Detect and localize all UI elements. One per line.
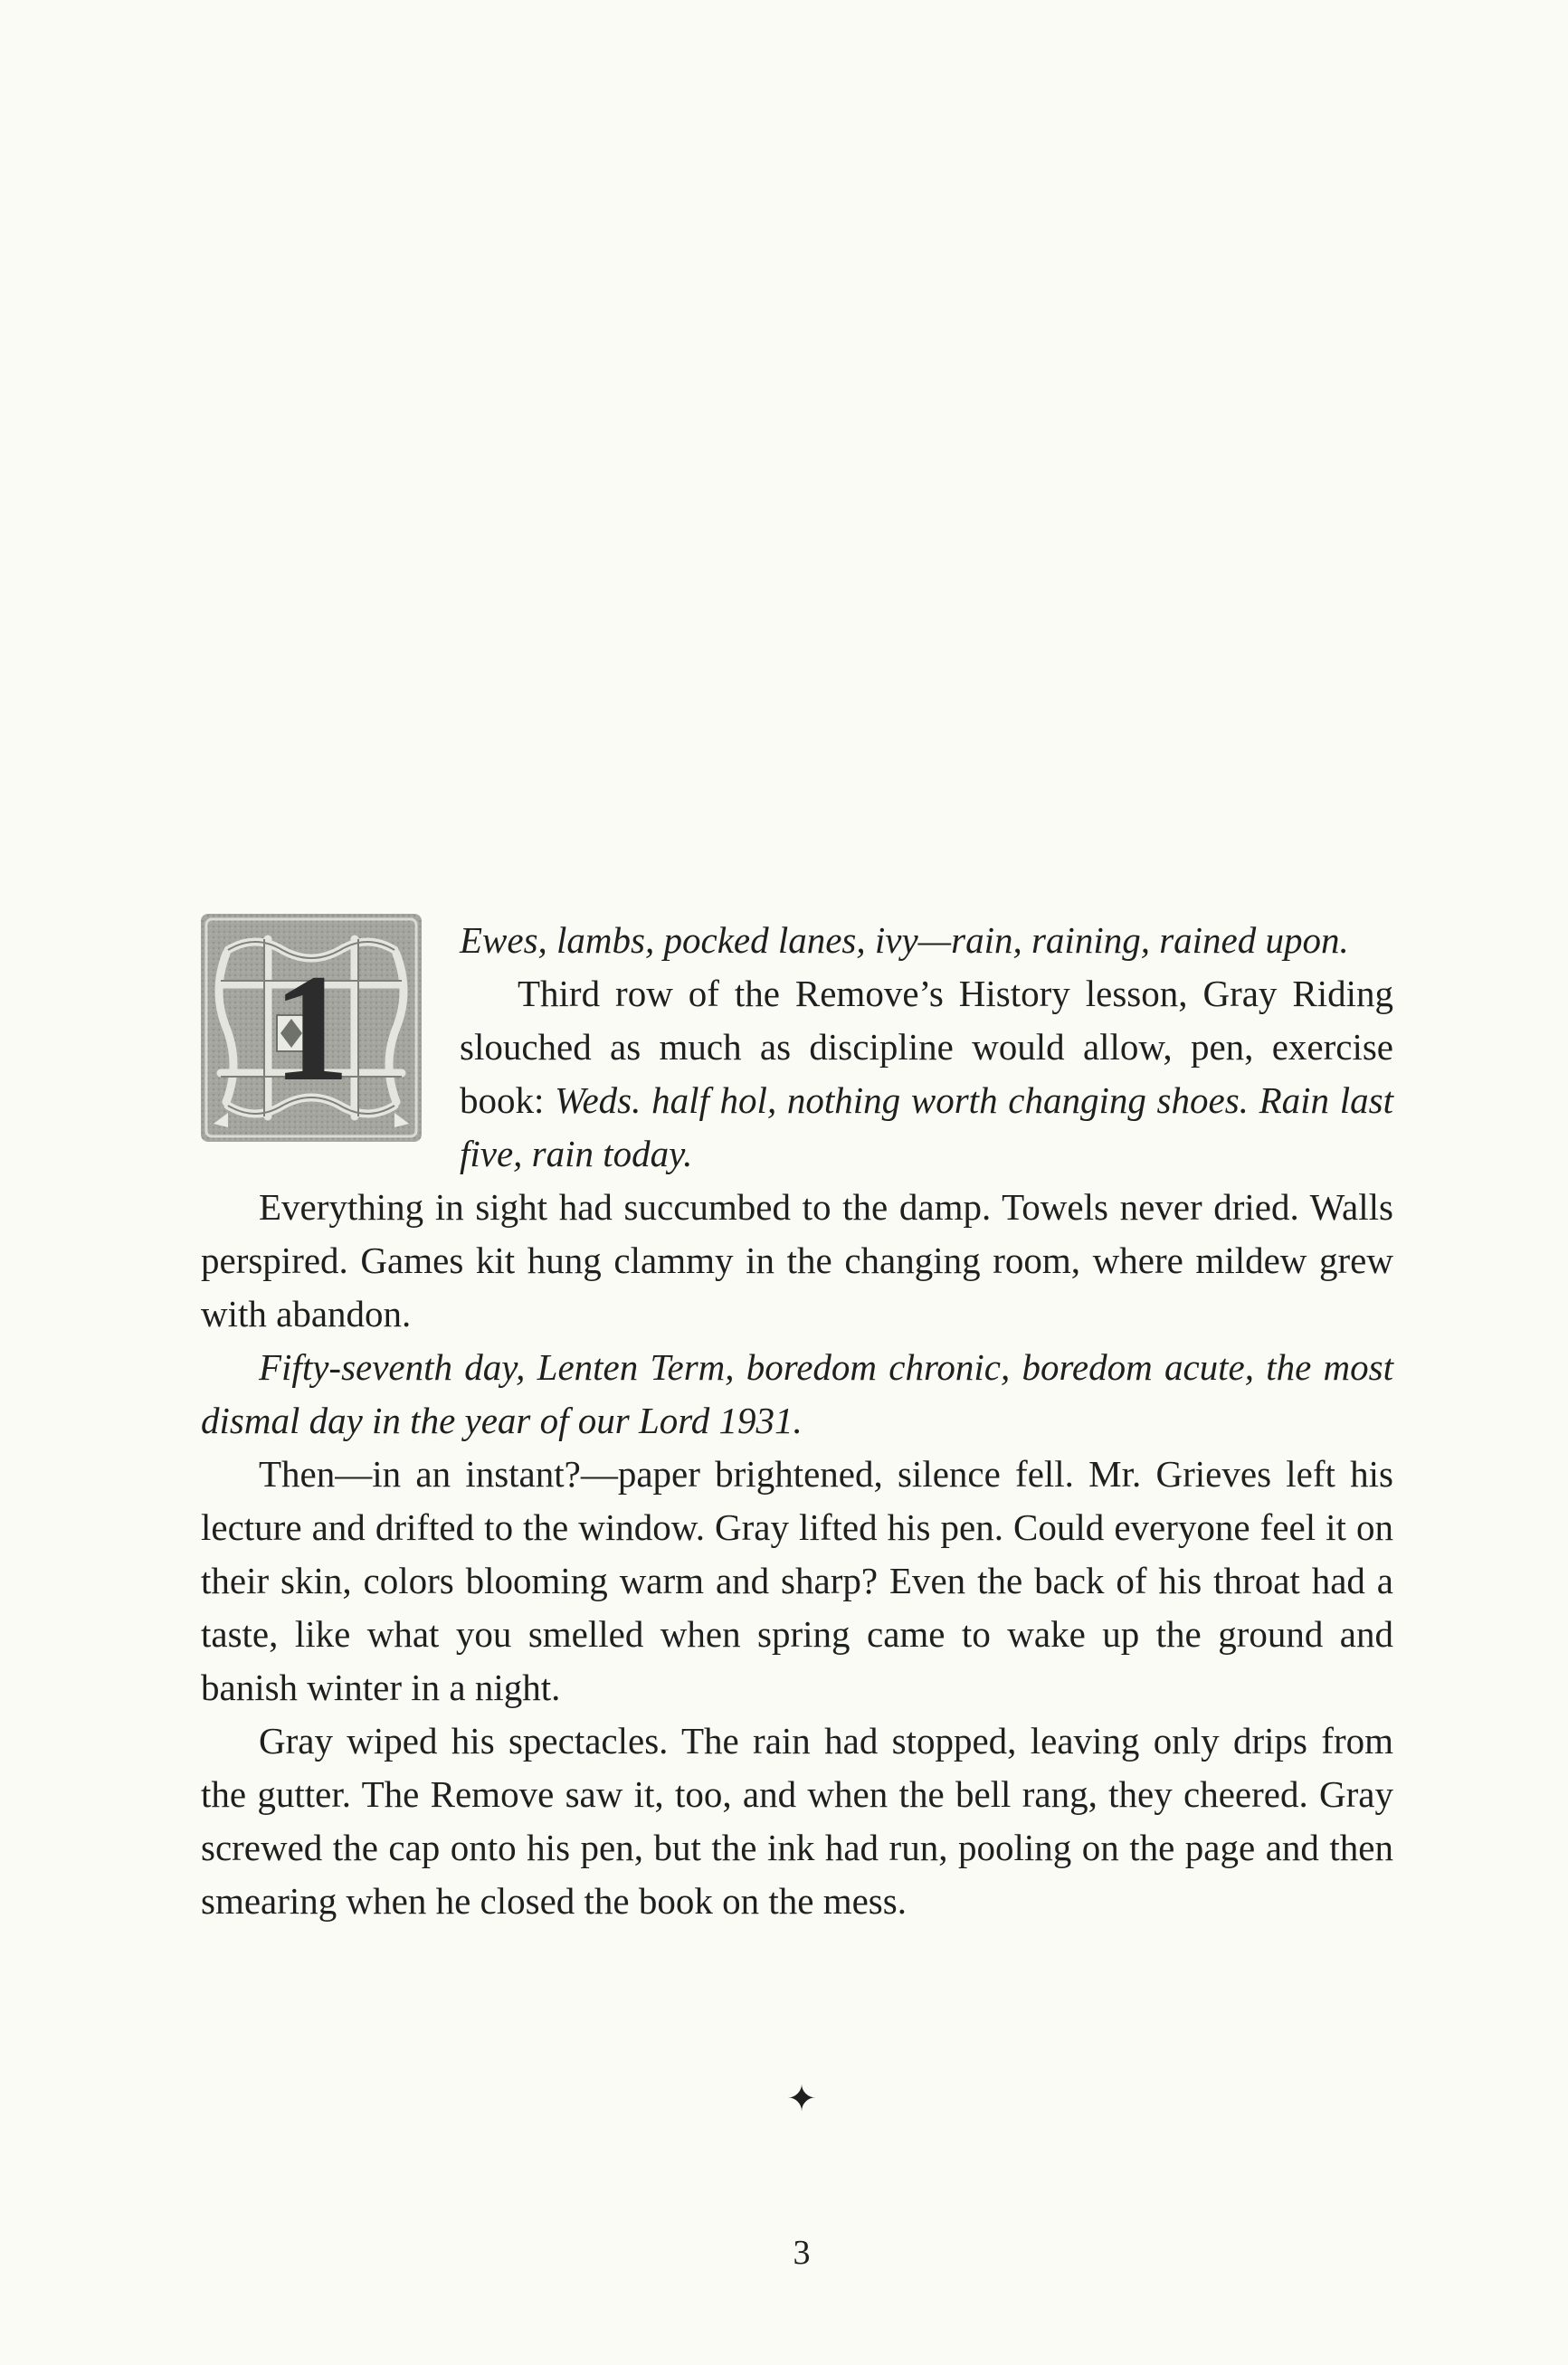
paragraph-1-italic: Ewes, lambs, pocked lanes, ivy—rain, raining, rained upon. [460, 919, 1349, 961]
paragraph-6-text: Gray wiped his spectacles. The rain had stopped, leaving only drips from the gutter. The Remove saw it, too, and when the bell rang, they cheered. Gray screwed the cap onto his pen, but the ink had run, pooling on the page and then smearing when he closed the book on the mess. [201, 1720, 1393, 1922]
page-number: 3 [793, 2234, 811, 2272]
chapter-number: 1 [272, 943, 350, 1113]
paragraph-3 [201, 1181, 1393, 1341]
paragraph-3-text: Everything in sight had succumbed to the damp. Towels never dried. Walls perspired. Games kit hung clammy in the changing room, where mildew grew with abandon. [201, 1186, 1393, 1334]
chapter-drop-cap [201, 914, 429, 1149]
paragraph-2-italic: Weds. half hol, nothing worth changing shoes. Rain last five, rain today. [460, 1079, 1393, 1174]
paragraph-5-text: Then—in an instant?—paper brightened, silence fell. Mr. Grieves left his lecture and drifted to the window. Gray lifted his pen. Could everyone feel it on their skin, colors blooming warm and sharp? Even the back of his throat had a taste, like what you smelled when spring came to wake up the ground and banish winter in a night. [201, 1453, 1393, 1708]
paragraph-6 [201, 1714, 1393, 1928]
four-point-star-icon: ✦ [786, 2078, 817, 2119]
paragraph-4-italic: Fifty-seventh day, Lenten Term, boredom chronic, boredom acute, the most dismal day in the year of our Lord 1931. [201, 1346, 1393, 1441]
paragraph-5 [201, 1448, 1393, 1714]
paragraph-2-text: Third row of the Remove’s History lesson, Gray Riding slouched as much as discipline would allow, pen, exercise book: [460, 973, 1393, 1121]
chapter-body [201, 914, 1393, 1928]
paragraph-4 [201, 1341, 1393, 1448]
